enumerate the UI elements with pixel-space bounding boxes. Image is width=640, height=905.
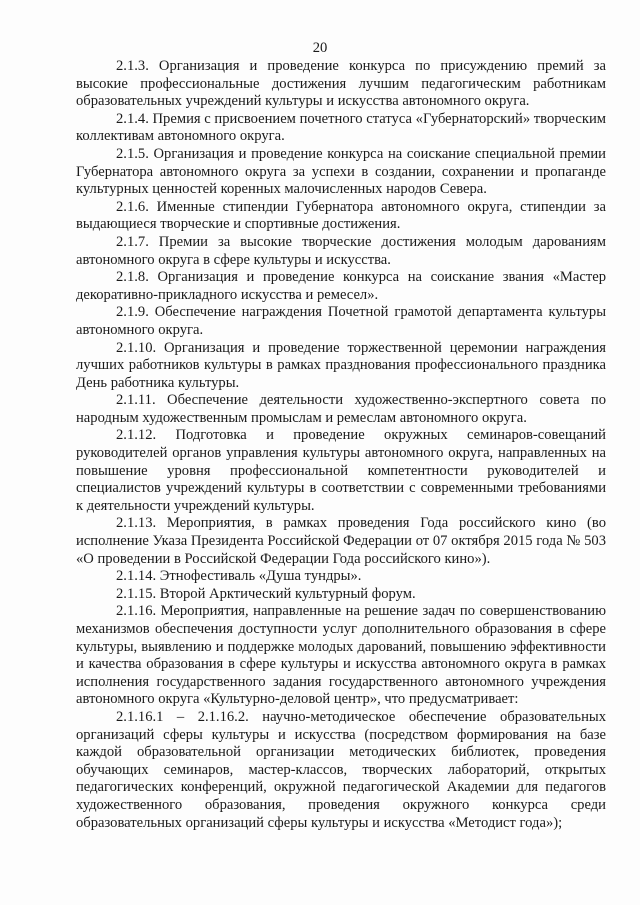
paragraph-2-1-7: 2.1.7. Премии за высокие творческие достижения молодым дарованиям автономного округа в сфере культуры и искусства. xyxy=(76,233,606,268)
paragraph-2-1-12: 2.1.12. Подготовка и проведение окружных семинаров-совещаний руководителей органов управления культуры автономного округа, направленных на повышение уровня профессиональной компетентности руководителей и специалистов учреждений культуры в соответствии с современными требованиями к деятельности учреждений культуры. xyxy=(76,427,606,514)
page-number: 20 xyxy=(312,40,328,56)
paragraph-2-1-8: 2.1.8. Организация и проведение конкурса на соискание звания «Мастер декоративно-прикладного искусства и ремесел». xyxy=(76,269,606,303)
paragraph-2-1-11: 2.1.11. Обеспечение деятельности художественно-экспертного совета по народным художественным промыслам и ремеслам автономного округа. xyxy=(76,392,606,426)
page-body xyxy=(76,58,606,832)
paragraph-2-1-13: 2.1.13. Мероприятия, в рамках проведения Года российского кино (во исполнение Указа Президента Российской Федерации от 07 октября 2015 года № 503 «О проведении в Российской Федерации Года российского кино»). xyxy=(76,515,606,567)
paragraph-2-1-14: 2.1.14. Этнофестиваль «Душа тундры». xyxy=(116,568,362,585)
paragraph-2-1-15: 2.1.15. Второй Арктический культурный форум. xyxy=(116,585,416,602)
paragraph-2-1-9: 2.1.9. Обеспечение награждения Почетной грамотой департамента культуры автономного округа. xyxy=(76,304,606,338)
paragraph-2-1-16-1: 2.1.16.1 – 2.1.16.2. научно-методическое обеспечение образовательных организаций сферы культуры и искусства (посредством формирования на базе каждой образовательной организации методических библиотек, проведения обучающих семинаров, мастер-классов, творческих лабораторий, открытых педагогических конференций, окружной педагогической Академии для педагогов художественного образования, проведения окружного конкурса среди образовательных организаций сферы культуры и искусства «Методист года»); xyxy=(76,708,606,831)
paragraph-2-1-10: 2.1.10. Организация и проведение торжественной церемонии награждения лучших работников культуры в рамках празднования профессионального праздника День работника культуры. xyxy=(76,339,606,391)
paragraph-2-1-4: 2.1.4. Премия с присвоением почетного статуса «Губернаторский» творческим коллективам автономного округа. xyxy=(76,110,606,145)
paragraph-2-1-5: 2.1.5. Организация и проведение конкурса на соискание специальной премии Губернатора автономного округа за успехи в создании, сохранении и пропаганде культурных ценностей коренных малочисленных народов Севера. xyxy=(76,145,606,198)
paragraph-2-1-16: 2.1.16. Мероприятия, направленные на решение задач по совершенствованию механизмов обеспечения доступности услуг дополнительного образования в сфере культуры, выявлению и поддержке молодых дарований, повышению эффективности и качества образования в сфере культуры и искусства автономного округа в рамках исполнения государственного задания государственного автономного учреждения автономного округа «Культурно-деловой центр», что предусматривает: xyxy=(76,603,606,708)
paragraph-2-1-6: 2.1.6. Именные стипендии Губернатора автономного округа, стипендии за выдающиеся творческие и спортивные достижения. xyxy=(76,198,606,233)
paragraph-2-1-3: 2.1.3. Организация и проведение конкурса по присуждению премий за высокие профессиональные достижения лучшим педагогическим работникам образовательных учреждений культуры и искусства автономного округа. xyxy=(76,58,606,110)
